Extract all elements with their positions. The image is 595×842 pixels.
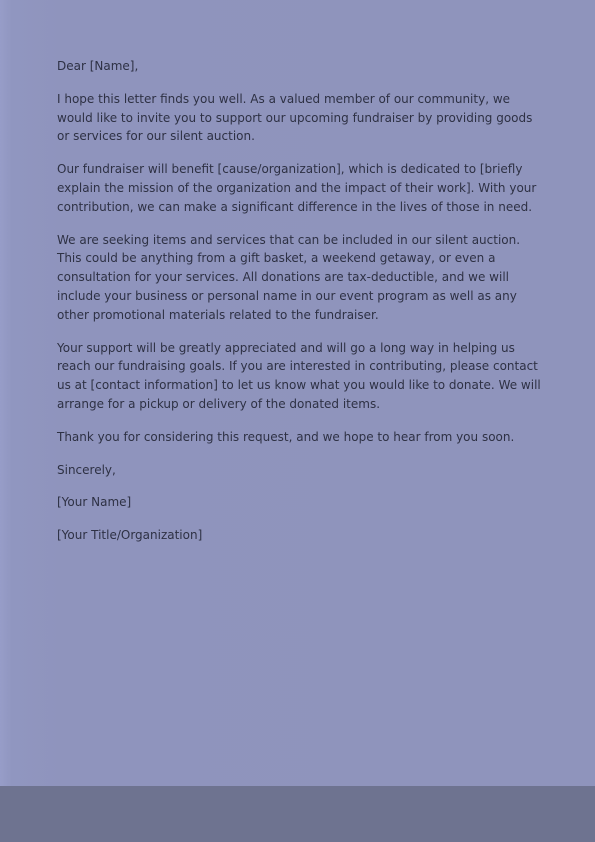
paragraph-invitation: I hope this letter finds you well. As a valued member of our community, we would like to invite you to support our upcoming fundraiser by providing goods or services for our silent auction. — [57, 91, 533, 144]
closing: Sincerely, — [57, 462, 116, 477]
letter-body — [57, 57, 547, 559]
footer-band — [0, 786, 595, 842]
paragraph-contact: Your support will be greatly appreciated and will go a long way in helping us reach our fundraising goals. If you are interested in contributing, please contact us at [contact information] to let us know what you would like to donate. We will arrange for a pickup or delivery of the donated items. — [57, 340, 541, 411]
paragraph-cause: Our fundraiser will benefit [cause/organization], which is dedicated to [briefly explain the mission of the organization and the impact of their work]. With your contribution, we can make a significant difference in the lives of those in need. — [57, 162, 537, 214]
paragraph-thanks: Thank you for considering this request, and we hope to hear from you soon. — [57, 429, 515, 444]
signature-title: [Your Title/Organization] — [57, 528, 203, 543]
signature-name: [Your Name] — [57, 495, 132, 510]
salutation: Dear [Name], — [57, 59, 139, 73]
paragraph-items-sought: We are seeking items and services that can be included in our silent auction. This could be anything from a gift basket, a weekend getaway, or even a consultation for your services. All donations are tax-deductible, and we will include your business or personal name in our event program as well as any other promotional materials related to the fundraiser. — [57, 232, 521, 322]
